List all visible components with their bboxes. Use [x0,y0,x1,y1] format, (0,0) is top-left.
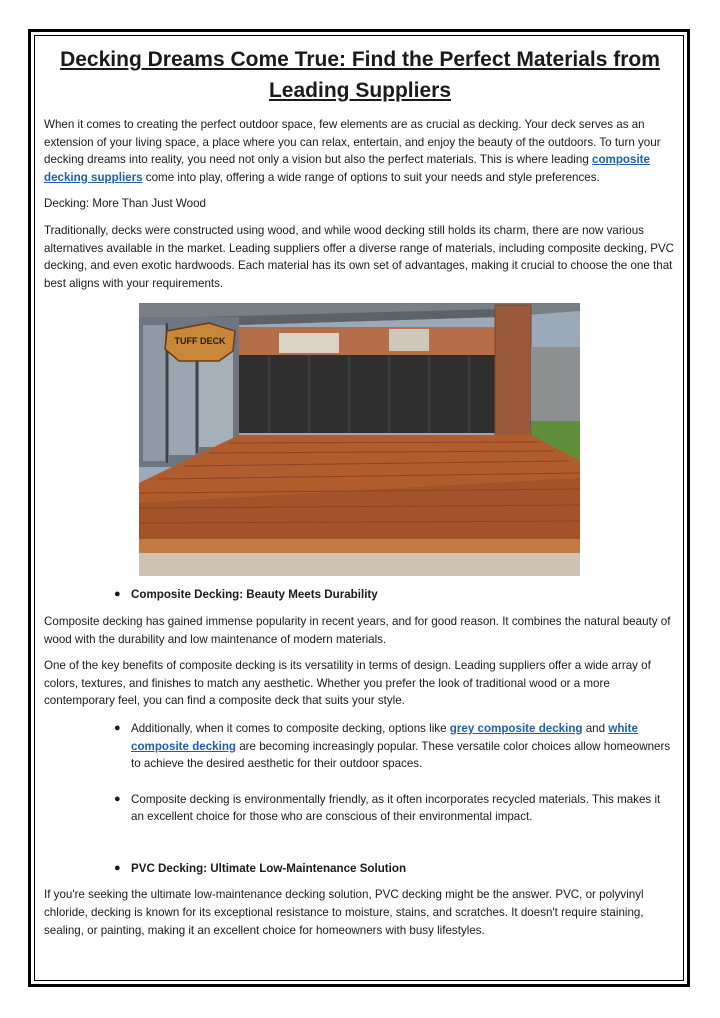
page-title: Decking Dreams Come True: Find the Perfect Materials from Leading Suppliers [60,48,660,102]
bullet-icon: ● [114,792,121,805]
bullet-eco-text: Composite decking is environmentally friendly, as it often incorporates recycled materials. This makes it an excellent choice for those who are conscious of their environmental impact. [131,792,661,824]
bullet-composite-text: Composite Decking: Beauty Meets Durability [131,588,378,602]
bullet-pvc-text: PVC Decking: Ultimate Low-Maintenance Solution [131,861,407,875]
white-composite-decking-link[interactable]: white composite decking [131,721,638,753]
bullet-colors-end: are becoming increasingly popular. These versatile color choices allow homeowners to achieve the desired aesthetic for their outdoor spaces. [131,739,671,771]
versatility-paragraph: One of the key benefits of composite decking is its versatility in terms of design. Leading suppliers offer a wide array of colors, textures, and finishes to match any aesthetic. Whether you prefer the look of traditional wood or a more contemporary feel, you can find a composite deck that suits your style. [44,659,651,708]
tuff-deck-logo [165,323,235,361]
section-subheading: Decking: More Than Just Wood [44,197,206,211]
bullet-icon: ● [114,861,121,874]
bullet-colors [44,720,676,773]
intro-text-start: When it comes to creating the perfect outdoor space, few elements are as crucial as decking. Your deck serves as an extension of your living space, a place where you can relax, entertain, and enjoy the beauty of the outdoors. To turn your decking dreams into reality, you need not only a vision but also the perfect materials. This is where leading [44,118,661,167]
pvc-paragraph: If you're seeking the ultimate low-maintenance decking solution, PVC decking might be the answer. PVC, or polyvinyl chloride, decking is known for its exceptional resistance to moisture, stains, and scratches. It doesn't require staining, sealing, or painting, making it an excellent choice for homeowners with busy lifestyles. [44,888,644,937]
bullet-colors-mid: and [582,721,609,735]
bullet-icon: ● [114,588,121,601]
bullet-eco [44,791,676,826]
composite-decking-suppliers-link[interactable]: composite decking suppliers [44,153,650,184]
bullet-pvc-heading [44,860,676,878]
deck-photo [139,303,580,576]
intro-text-end: come into play, offering a wide range of options to suit your needs and style preferences. [142,170,600,184]
traditional-paragraph: Traditionally, decks were constructed using wood, and while wood decking still holds its charm, there are now various alternatives available in the market. Leading suppliers offer a diverse range of materials, including composite decking, PVC decking, and even exotic hardwoods. Each material has its own set of advantages, making it crucial to choose the one that best aligns with your requirements. [44,223,675,290]
bullet-colors-start: Additionally, when it comes to composite decking, options like [131,721,450,735]
bullet-composite-heading [44,586,676,604]
bullet-icon: ● [114,721,121,734]
document-body [44,44,676,939]
composite-paragraph: Composite decking has gained immense popularity in recent years, and for good reason. It combines the natural beauty of wood with the durability and low maintenance of modern materials. [44,614,671,646]
grey-composite-decking-link[interactable]: grey composite decking [449,721,583,735]
intro-paragraph [44,116,676,186]
logo-text: TUFF DECK [174,336,226,347]
